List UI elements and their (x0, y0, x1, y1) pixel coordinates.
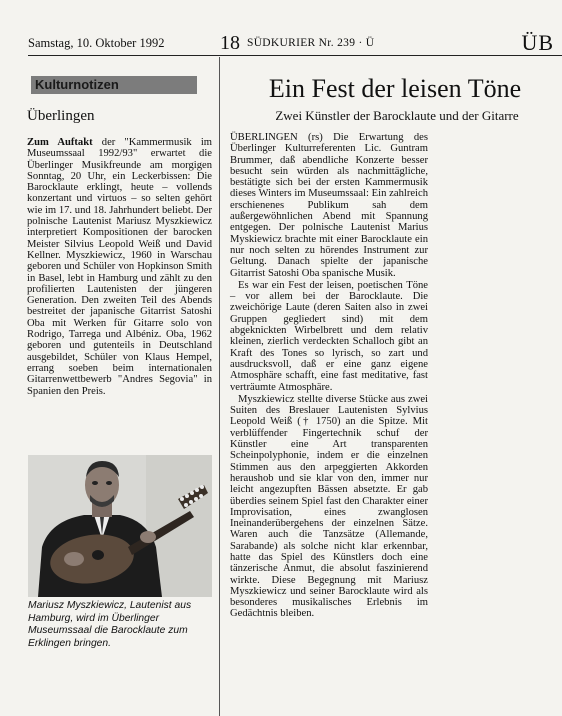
article-paragraph: ÜBERLINGEN (rs) Die Erwartung des Überlinger Kulturreferenten Lic. Guntram Brummer, daß abendliche Konzerte besser besucht sein würden als nachmittägliche, bestätigte sich bei der ersten Kammermusik dieses Winters im Museumssaal: Ein zahlreich erschienenes Publikum sah dem außergewöhnlichen Abend mit Spannung entgegen. Der polnische Lautenist Marius Myskiewicz brachte mit einer Barocklaute ein nur noch selten zu hörendes Instrument zur Geltung. Danach spielte der japanische Gitarrist Satoshi Oba spanische Musik. (230, 132, 428, 279)
article-paragraph: Myszkiewicz stellte diverse Stücke aus zwei Suiten des Breslauer Lautenisten Sylvius Leopold Weiß († 1750) an die Spitze. Mit verblüffender Fingertechnik schuf der Künstler eine Art transparenten Scheinpolyphonie, indem er die einzelnen Stimmen aus den arpeggierten Akkorden heraushob und sie klar von den, immer nur leicht angezupften Bässen absetzte. Er gab überdies seinem Spiel fast den Charakter einer Improvisation, eines zwanglosen Ineinanderübergehens der einzelnen Sätze. Waren auch die Tanzsätze (Allemande, Sarabande) als solche nicht klar erkennbar, hatte das Spiel des Künstlers doch eine tänzerische Anmut, die absolut faszinierend wirkte. Diese Begegnung mit Mariusz Myszkiewicz und seiner Barocklaute wird als besonderes musikalisches Erlebnis im Gedächtnis bleiben. (230, 393, 428, 620)
column-place-heading: Überlingen (27, 108, 95, 124)
article-subheadline: Zwei Künstler der Barocklaute und der Gitarre (275, 108, 519, 123)
article-paragraph: Es war ein Fest der leisen, poetischen Töne – vor allem bei der Barocklaute. Die zweichörige Laute (deren Saiten also in zwei Gruppen gegliedert sind) mit dem abgeknickten Wirbelbrett und dem relativ kleinen, zierlich verdeckten Schalloch gibt an Kraft des Tones so lyrisch, so zart und ausdrucksvoll, daß er eine ganz eigene Atmosphäre schafft, eine fast meditative, fast verträumte Atmosphäre. (230, 279, 428, 393)
kulturnotiz-body: der "Kammermusik im Museumssaal 1992/93" erwartet die Überlinger Musikfreunde am morgigen Sonntag, 20 Uhr, ein Leckerbissen: Die Barocklaute erklingt, heute – vollends konzertant und virtuos – so selten gehört wie im 17. und 18. Jahrhundert beliebt. Der polnische Lautenist Mariusz Myszkiewicz interpretiert Kompositionen der barocken Meister Silvius Leopold Weiß und David Kellner. Myszkiewicz, 1960 in Warschau geboren und Schüler von Hopkinson Smith in Basel, lebt in Hamburg und zählt zu den profilierten Lautenisten der jüngeren Generation. Den zweiten Teil des Abends bestreitet der japanische Gitarrist Satoshi Oba mit Werken für Gitarre solo von Rodrigo, Tarrega und Albéniz. Oba, 1962 geboren und gutenteils in Deutschland ausgebildet, Schüler von Klaus Hempel, errang soeben beim internationalen Gitarrenwettbewerb "Andres Segovia" in Spanien den Preis. (27, 137, 212, 397)
page-date: Samstag, 10. Oktober 1992 (28, 36, 165, 50)
kulturnotiz-text (27, 137, 212, 397)
lutenist-photo (28, 455, 212, 597)
lead-bold: Zum Auftakt (27, 137, 93, 148)
section-label: Kulturnotizen (31, 76, 197, 94)
header-rule (28, 55, 562, 56)
newspaper-name: SÜDKURIER Nr. 239 · Ü (247, 37, 375, 49)
photo-caption: Mariusz Myszkiewicz, Lautenist aus Hamburg, wird im Überlinger Museumssaal die Barocklaute zum Erklingen bringen. (28, 600, 192, 649)
page-number: 18 (220, 32, 240, 54)
photo-illustration (28, 455, 212, 597)
edition-label: ÜB (521, 30, 554, 55)
article-body (230, 132, 428, 621)
article-headline: Ein Fest der leisen Töne (268, 74, 522, 103)
column-divider (219, 57, 220, 716)
